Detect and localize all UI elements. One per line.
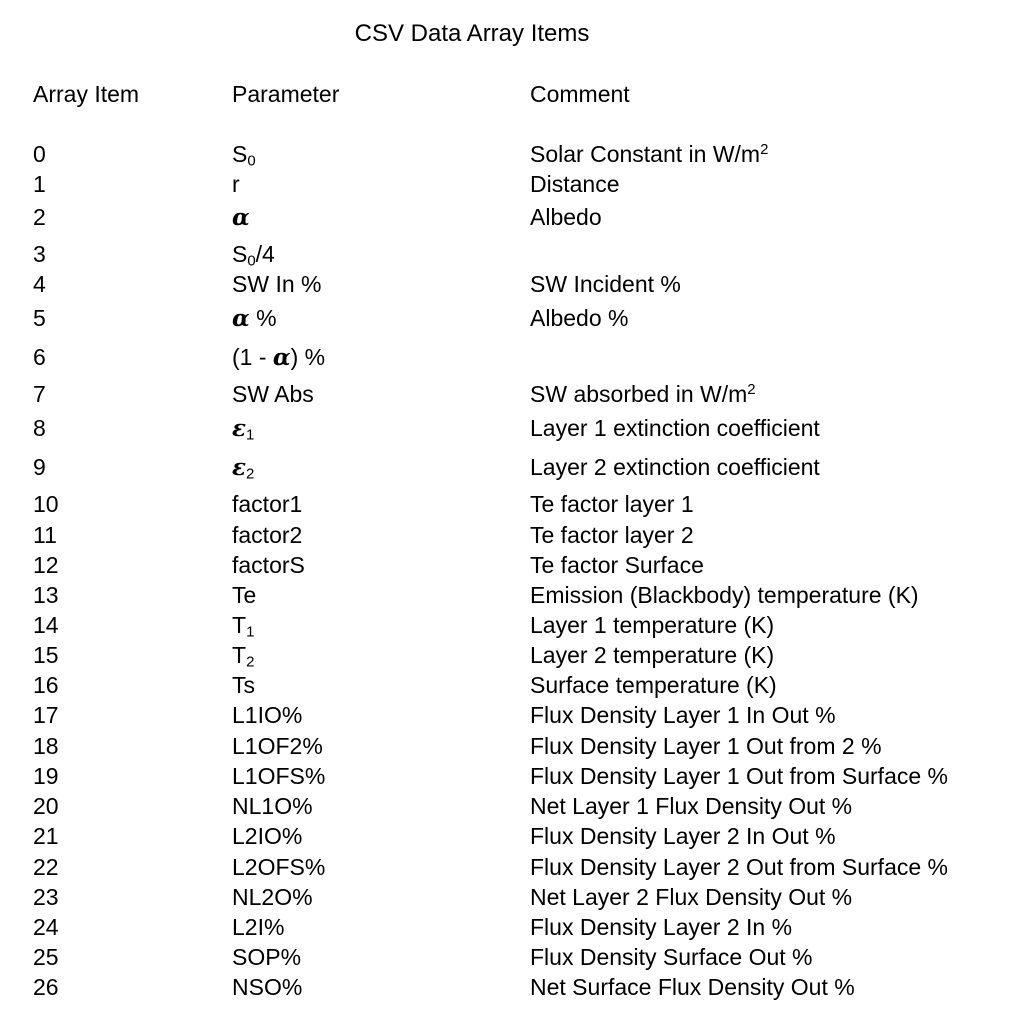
array-item-index: 13 [33,582,59,608]
parameter-cell [232,761,325,791]
parameter-symbol: S [232,241,248,267]
parameter-greek-symbol: ε [232,415,246,442]
comment-cell [530,791,852,821]
parameter-subscript: 0 [247,152,256,170]
comment-superscript: 2 [760,140,769,158]
parameter-cell [232,139,256,169]
array-item-index: 17 [33,702,59,728]
comment-text: Solar Constant in W/m [530,141,761,167]
array-item-index: 1 [33,171,46,197]
comment-cell [530,413,820,443]
parameter-cell [232,942,301,972]
array-item-index: 9 [33,454,46,480]
parameter-cell [232,169,240,199]
table-row [0,379,1019,409]
comment-text: Flux Density Surface Out % [530,944,813,970]
parameter-cell [232,852,325,882]
table-row [0,239,1019,269]
parameter-text: factorS [232,552,305,578]
array-item-index: 26 [33,974,59,1000]
parameter-cell [232,731,323,761]
comment-text: Layer 2 extinction coefficient [530,454,820,480]
table-row [0,202,1019,232]
table-row [0,520,1019,550]
table-row [0,580,1019,610]
table-row [0,791,1019,821]
comment-cell [530,640,774,670]
table-row [0,169,1019,199]
parameter-suffix: /4 [255,241,275,267]
parameter-text: SOP% [232,944,302,970]
parameter-text: Ts [232,672,255,698]
parameter-symbol: T [232,612,247,638]
parameter-cell [232,912,284,942]
table-row [0,670,1019,700]
comment-cell [530,489,694,519]
comment-text: Layer 1 temperature (K) [530,612,775,638]
comment-text: Layer 2 temperature (K) [530,642,775,668]
parameter-suffix: % [249,305,277,331]
parameter-text: L2OFS% [232,854,326,880]
comment-superscript: 2 [747,380,756,398]
parameter-greek-symbol: α [232,305,250,332]
parameter-cell [232,791,313,821]
comment-cell [530,610,774,640]
comment-cell [530,731,882,761]
comment-cell [530,882,852,912]
parameter-cell [232,342,325,373]
table-row [0,942,1019,972]
parameter-cell [232,640,254,670]
parameter-cell [232,580,256,610]
array-item-index: 11 [33,522,57,548]
parameter-text: NL1O% [232,793,313,819]
parameter-cell [232,550,305,580]
comment-text: Flux Density Layer 1 Out from 2 % [530,733,882,759]
array-item-index: 4 [33,271,46,297]
comment-cell [530,942,813,972]
array-item-index: 5 [33,305,46,331]
comment-text: Flux Density Layer 2 Out from Surface % [530,854,948,880]
table-row [0,912,1019,942]
array-item-index: 10 [33,491,59,517]
array-item-index: 16 [33,672,59,698]
comment-cell [530,580,919,610]
array-item-index: 2 [33,204,46,230]
parameter-cell [232,610,254,640]
parameter-text: Te [232,582,257,608]
table-row [0,550,1019,580]
parameter-cell [232,670,255,700]
array-item-index: 15 [33,642,59,668]
comment-cell [530,821,836,851]
array-item-index: 3 [33,241,46,267]
comment-text: Flux Density Layer 2 In % [530,914,793,940]
comment-cell [530,912,792,942]
comment-cell [530,670,777,700]
comment-cell [530,452,820,482]
comment-text: SW Incident % [530,271,681,297]
comment-cell [530,139,768,169]
table-row [0,640,1019,670]
parameter-cell [232,452,254,483]
parameter-text: factor1 [232,491,303,517]
comment-text: Layer 1 extinction coefficient [530,415,820,441]
comment-text: Net Layer 2 Flux Density Out % [530,884,853,910]
parameter-text: NSO% [232,974,303,1000]
parameter-subscript: 0 [247,252,256,270]
column-header-parameter: Parameter [232,81,340,107]
comment-cell [530,303,628,333]
parameter-cell [232,379,314,409]
parameter-greek-symbol: ε [232,454,246,481]
parameter-cell [232,489,302,519]
parameter-text: SW Abs [232,381,314,407]
array-item-index: 19 [33,763,59,789]
table-row [0,413,1019,443]
array-item-index: 22 [33,854,59,880]
parameter-greek-symbol: α [272,344,291,371]
parameter-text: SW In % [232,271,322,297]
comment-cell [530,520,694,550]
comment-cell [530,700,836,730]
comment-text: Surface temperature (K) [530,672,777,698]
comment-cell [530,269,681,299]
array-item-index: 8 [33,415,46,441]
parameter-subscript: 1 [246,623,255,641]
comment-text: Flux Density Layer 2 In Out % [530,823,836,849]
comment-cell [530,550,704,580]
parameter-cell [232,972,302,1002]
parameter-cell [232,520,302,550]
array-item-index: 6 [33,344,46,370]
comment-text: Te factor layer 2 [530,522,694,548]
table-row [0,452,1019,482]
array-item-index: 18 [33,733,59,759]
parameter-cell [232,882,313,912]
comment-text: Te factor layer 1 [530,491,694,517]
table-row [0,269,1019,299]
parameter-cell [232,821,302,851]
comment-cell [530,379,756,409]
parameter-cell [232,303,277,334]
array-item-index: 20 [33,793,59,819]
table-header-row [0,79,1019,109]
table-row [0,821,1019,851]
comment-cell [530,202,602,232]
parameter-text: L2IO% [232,823,303,849]
table-row [0,342,1019,372]
parameter-text: factor2 [232,522,303,548]
parameter-suffix: ) % [290,344,326,370]
comment-cell [530,852,948,882]
comment-text: Albedo [530,204,602,230]
comment-text: Te factor Surface [530,552,704,578]
array-item-index: 23 [33,884,59,910]
parameter-greek-symbol: α [232,204,250,231]
parameter-text: L1OF2% [232,733,323,759]
parameter-text: NL2O% [232,884,313,910]
parameter-prefix: (1 - [232,344,273,370]
array-item-index: 21 [33,823,59,849]
comment-text: SW absorbed in W/m [530,381,748,407]
parameter-subscript: 2 [245,465,255,483]
table-row [0,882,1019,912]
parameter-symbol: T [232,642,247,668]
array-item-index: 7 [33,381,46,407]
comment-cell [530,972,855,1002]
array-item-index: 24 [33,914,59,940]
parameter-cell [232,413,254,444]
comment-text: Emission (Blackbody) temperature (K) [530,582,919,608]
table-row [0,700,1019,730]
parameter-text: L1OFS% [232,763,326,789]
array-item-index: 25 [33,944,59,970]
table-row [0,761,1019,791]
parameter-text: L1IO% [232,702,303,728]
array-item-index: 0 [33,141,46,167]
parameter-text: L2I% [232,914,285,940]
table-row [0,731,1019,761]
document-title: CSV Data Array Items [354,20,590,47]
table-row [0,972,1019,1002]
table-row [0,303,1019,333]
parameter-subscript: 2 [246,653,255,671]
table-row [0,139,1019,169]
comment-text: Albedo % [530,305,629,331]
comment-text: Net Surface Flux Density Out % [530,974,855,1000]
parameter-cell [232,239,275,269]
comment-text: Flux Density Layer 1 In Out % [530,702,836,728]
comment-text: Distance [530,171,620,197]
column-header-array-item: Array Item [33,81,140,107]
parameter-subscript: 1 [245,426,255,444]
comment-cell [530,761,948,791]
table-row [0,610,1019,640]
parameter-cell [232,202,250,233]
parameter-cell [232,700,302,730]
comment-text: Net Layer 1 Flux Density Out % [530,793,853,819]
table-row [0,489,1019,519]
array-item-index: 14 [33,612,59,638]
parameter-cell [232,269,321,299]
parameter-text: r [232,171,240,197]
column-header-comment: Comment [530,81,630,107]
parameter-symbol: S [232,141,248,167]
array-item-index: 12 [33,552,59,578]
table-row [0,852,1019,882]
comment-text: Flux Density Layer 1 Out from Surface % [530,763,948,789]
comment-cell [530,169,619,199]
